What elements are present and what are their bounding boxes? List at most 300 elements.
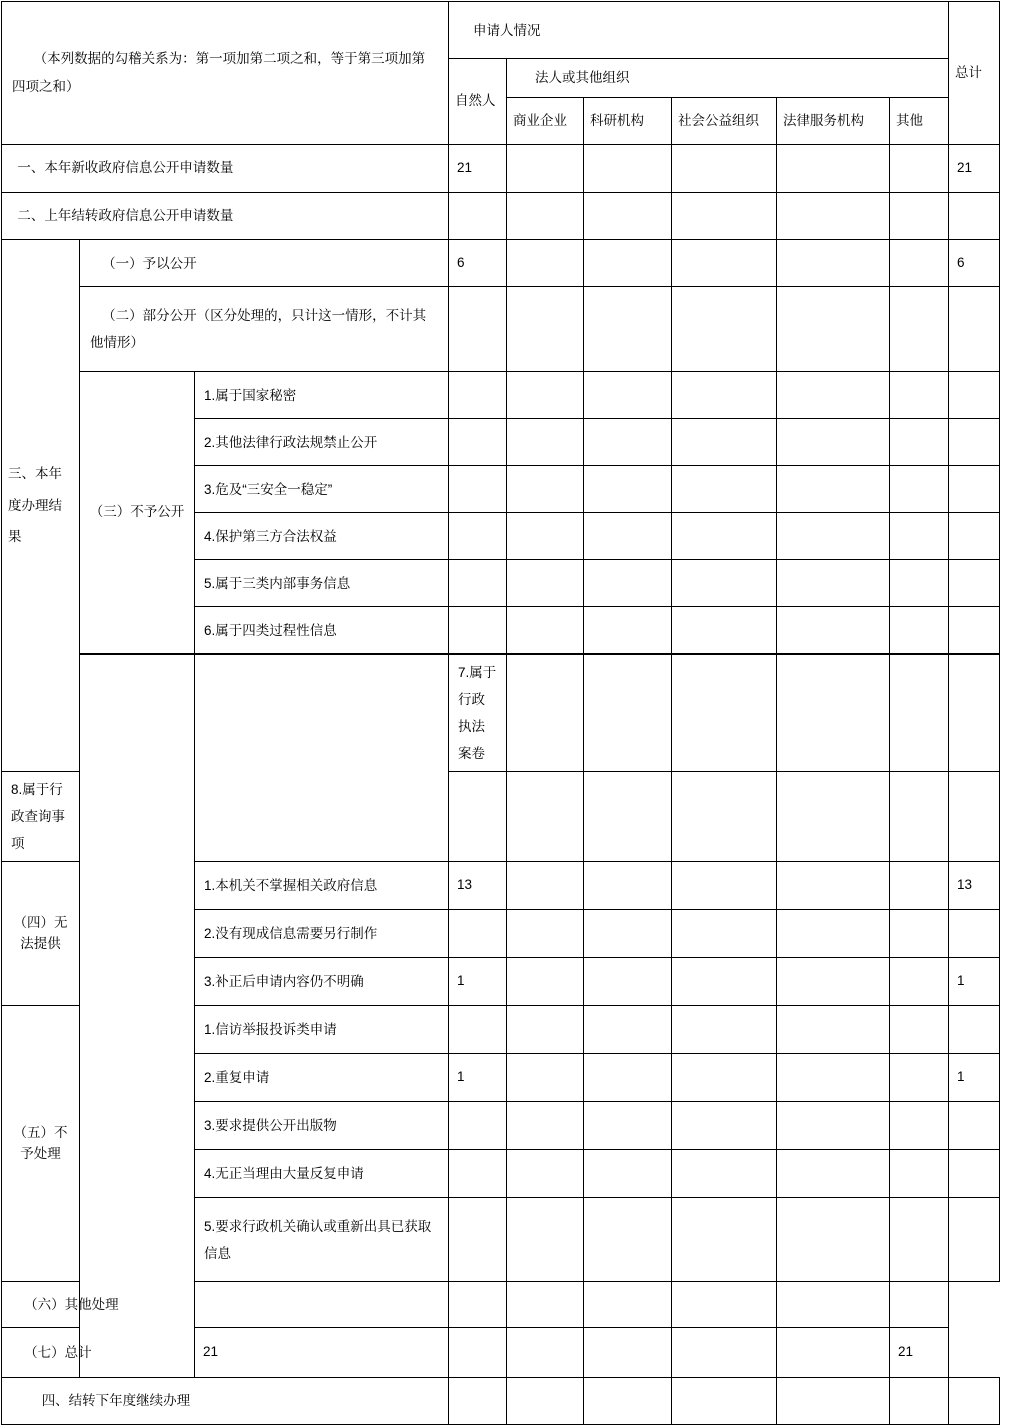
cell-g3_6-legal-svc[interactable]: [777, 607, 890, 655]
cell-g5_4-other[interactable]: [890, 1150, 949, 1198]
statistics-sheet: [0, 1, 998, 1408]
cell-g5_2-biz[interactable]: [507, 1054, 584, 1102]
cell-g5_4-total[interactable]: [949, 1150, 1000, 1198]
cell-g3_3-other[interactable]: [890, 466, 949, 513]
value: 21: [457, 160, 473, 176]
cell-g5_1-legal-svc[interactable]: [777, 1006, 890, 1054]
value: [949, 579, 999, 587]
cell-g4_2-legal-svc[interactable]: [777, 910, 890, 958]
cell-s4-research[interactable]: [584, 1378, 672, 1425]
value: [949, 212, 999, 220]
cell-s2-public-welfare[interactable]: [672, 193, 777, 240]
value: [890, 259, 948, 267]
cell-g4_1-public-welfare[interactable]: [672, 862, 777, 910]
group-1-label-cell: [80, 240, 449, 287]
cell-g3_7-research[interactable]: [672, 654, 777, 772]
cell-g4_1-legal-svc[interactable]: [777, 862, 890, 910]
item-g5-5-label-cell: [195, 1198, 449, 1282]
cell-g5_2-legal-svc[interactable]: [777, 1054, 890, 1102]
value: [890, 813, 948, 821]
group-3-label: （三）不予公开: [89, 504, 185, 520]
column-header-other: [890, 98, 949, 145]
cell-g3_4-natural[interactable]: [449, 513, 507, 560]
item-label: 6.属于四类过程性信息: [204, 622, 337, 638]
value: [890, 930, 948, 938]
value: [584, 391, 671, 399]
total-column-header: [949, 2, 1000, 145]
cell-g3_2-other[interactable]: [890, 419, 949, 466]
item-g5-2-label-cell: [195, 1054, 449, 1102]
value: [890, 1170, 948, 1178]
cell-g3_8-other[interactable]: [890, 772, 949, 862]
row-group-7: [2, 1328, 1000, 1378]
value: [777, 532, 889, 540]
cell-g5_3-natural[interactable]: [449, 1102, 507, 1150]
cell-g5_2-public-welfare[interactable]: [672, 1054, 777, 1102]
group-2-label-cell: [80, 287, 449, 372]
cell-g3_3-natural[interactable]: [449, 466, 507, 513]
cell-g5_1-natural[interactable]: [449, 1006, 507, 1054]
value: [584, 930, 671, 938]
value: [507, 1074, 583, 1082]
cell-g3_1-other[interactable]: [890, 372, 949, 419]
value: [777, 978, 889, 986]
value: [777, 1170, 889, 1178]
cell-g5_5-legal-svc[interactable]: [777, 1198, 890, 1282]
cell-g5_2-research[interactable]: [584, 1054, 672, 1102]
cell-g7-total[interactable]: [890, 1328, 949, 1378]
cell-g6-public-welfare[interactable]: [584, 1282, 672, 1328]
cell-g4_2-public-welfare[interactable]: [672, 910, 777, 958]
cell-g3_5-research[interactable]: [584, 560, 672, 607]
value: [507, 259, 583, 267]
cell-g4_2-biz[interactable]: [507, 910, 584, 958]
cell-g1-public-welfare[interactable]: [672, 240, 777, 287]
item-g3-6-label-cell: [195, 607, 449, 655]
row-section-4: [2, 1378, 1000, 1425]
cell-g5_1-public-welfare[interactable]: [672, 1006, 777, 1054]
item-label: 5.要求行政机关确认或重新出具已获取信息: [204, 1218, 432, 1261]
value: 1: [457, 1069, 465, 1085]
cell-g3_7-legal-svc[interactable]: [890, 654, 949, 772]
cell-g5_4-research[interactable]: [584, 1150, 672, 1198]
value: [777, 438, 889, 446]
prefatory-note-text: （本列数据的勾稽关系为：第一项加第二项之和，等于第三项加第四项之和）: [12, 51, 426, 94]
cell-g4_2-total[interactable]: [949, 910, 1000, 958]
value: [449, 1349, 506, 1357]
cell-g3_4-public-welfare[interactable]: [672, 513, 777, 560]
value: [890, 325, 948, 333]
cell-g5_5-natural[interactable]: [449, 1198, 507, 1282]
value: [584, 1236, 671, 1244]
cell-g7-natural[interactable]: [195, 1328, 449, 1378]
cell-s2-other[interactable]: [890, 193, 949, 240]
value: [672, 485, 776, 493]
value: [890, 1122, 948, 1130]
value: [777, 212, 889, 220]
cell-g4_2-research[interactable]: [584, 910, 672, 958]
cell-g2-total[interactable]: [949, 287, 1000, 372]
cell-s1-total[interactable]: [949, 145, 1000, 193]
value: [949, 438, 999, 446]
cell-g4_2-natural[interactable]: [449, 910, 507, 958]
cell-g7-public-welfare[interactable]: [584, 1328, 672, 1378]
value: [507, 626, 583, 634]
value: [890, 1236, 948, 1244]
cell-g7-other[interactable]: [777, 1328, 890, 1378]
cell-g3_6-natural[interactable]: [449, 607, 507, 655]
cell-g4_1-total[interactable]: [949, 862, 1000, 910]
cell-s1-legal-svc[interactable]: [777, 145, 890, 193]
cell-g5_5-public-welfare[interactable]: [672, 1198, 777, 1282]
cell-g5_5-other[interactable]: [890, 1198, 949, 1282]
cell-g5_4-biz[interactable]: [507, 1150, 584, 1198]
cell-g3_7-biz[interactable]: [584, 654, 672, 772]
cell-g3_4-biz[interactable]: [507, 513, 584, 560]
value: [890, 1301, 948, 1309]
value: [777, 1026, 889, 1034]
value: [584, 1074, 671, 1082]
value: [507, 165, 583, 173]
cell-g5_3-research[interactable]: [584, 1102, 672, 1150]
cell-g5_1-total[interactable]: [949, 1006, 1000, 1054]
group-7-label-cell: [2, 1328, 195, 1378]
value: [449, 391, 506, 399]
cell-g3_4-legal-svc[interactable]: [777, 513, 890, 560]
value: [672, 813, 776, 821]
cell-g2-biz[interactable]: [507, 287, 584, 372]
cell-g4_1-research[interactable]: [584, 862, 672, 910]
value: [584, 259, 671, 267]
cell-g5_3-total[interactable]: [949, 1102, 1000, 1150]
group-6-label-cell: [2, 1282, 195, 1328]
value: [777, 709, 889, 717]
cell-g3_5-natural[interactable]: [449, 560, 507, 607]
cell-g5_2-total[interactable]: [949, 1054, 1000, 1102]
cell-g5_4-legal-svc[interactable]: [777, 1150, 890, 1198]
value: [777, 165, 889, 173]
item-label: 4.保护第三方合法权益: [204, 528, 337, 544]
cell-g3_4-other[interactable]: [890, 513, 949, 560]
group-1-label: （一）予以公开: [102, 255, 197, 271]
item-label: 2.其他法律行政法规禁止公开: [204, 434, 378, 450]
value: [584, 1026, 671, 1034]
cell-g5_1-biz[interactable]: [507, 1006, 584, 1054]
value: [584, 626, 671, 634]
cell-g3_7-natural[interactable]: [507, 654, 584, 772]
cell-g5_1-other[interactable]: [890, 1006, 949, 1054]
cell-s1-public-welfare[interactable]: [672, 145, 777, 193]
value: [507, 1026, 583, 1034]
cell-g3_8-natural[interactable]: [449, 772, 507, 862]
value: [890, 709, 948, 717]
column-header-public-welfare-org: [672, 98, 777, 145]
cell-g3_3-total[interactable]: [949, 466, 1000, 513]
cell-g3_8-biz[interactable]: [507, 772, 584, 862]
value: [507, 485, 583, 493]
item-g3-2-label-cell: [195, 419, 449, 466]
value: [672, 259, 776, 267]
cell-g4_3-natural[interactable]: [449, 958, 507, 1006]
cell-g6-other[interactable]: [777, 1282, 890, 1328]
cell-g3_5-public-welfare[interactable]: [672, 560, 777, 607]
column-header-commercial-enterprise: [507, 98, 584, 145]
cell-g4_3-total[interactable]: [949, 958, 1000, 1006]
cell-g2-other[interactable]: [890, 287, 949, 372]
value: [449, 1397, 506, 1405]
cell-g1-biz[interactable]: [507, 240, 584, 287]
value: [672, 1236, 776, 1244]
cell-g3_6-biz[interactable]: [507, 607, 584, 655]
cell-g4_2-other[interactable]: [890, 910, 949, 958]
cell-s2-research[interactable]: [584, 193, 672, 240]
cell-g5_4-natural[interactable]: [449, 1150, 507, 1198]
item-label: 4.无正当理由大量反复申请: [204, 1166, 364, 1181]
cell-g1-natural[interactable]: [449, 240, 507, 287]
value: [949, 532, 999, 540]
group-5-label: （五）不予处理: [13, 1125, 68, 1161]
cell-g6-legal-svc[interactable]: [672, 1282, 777, 1328]
cell-g3_6-research[interactable]: [584, 607, 672, 655]
item-label: 3.要求提供公开出版物: [204, 1118, 337, 1133]
value: [949, 391, 999, 399]
section-2-label: 二、上年结转政府信息公开申请数量: [17, 207, 234, 223]
value: [449, 1170, 506, 1178]
cell-g3_5-legal-svc[interactable]: [777, 560, 890, 607]
value: [890, 1026, 948, 1034]
cell-g4_3-other[interactable]: [890, 958, 949, 1006]
value: 13: [957, 877, 973, 893]
cell-s4-total[interactable]: [949, 1378, 1000, 1425]
cell-g2-research[interactable]: [584, 287, 672, 372]
cell-g5_4-public-welfare[interactable]: [672, 1150, 777, 1198]
cell-g3_2-legal-svc[interactable]: [777, 419, 890, 466]
cell-g7-biz[interactable]: [449, 1328, 507, 1378]
cell-g3_8-research[interactable]: [584, 772, 672, 862]
cell-g1-total[interactable]: [949, 240, 1000, 287]
cell-g3_1-public-welfare[interactable]: [672, 372, 777, 419]
value: [449, 813, 506, 821]
cell-s1-other[interactable]: [890, 145, 949, 193]
cell-g3_3-research[interactable]: [584, 466, 672, 513]
cell-g3_8-public-welfare[interactable]: [672, 772, 777, 862]
cell-g3_2-public-welfare[interactable]: [672, 419, 777, 466]
value: [507, 1397, 583, 1405]
cell-g5_3-legal-svc[interactable]: [777, 1102, 890, 1150]
value: [672, 391, 776, 399]
cell-g4_3-research[interactable]: [584, 958, 672, 1006]
value: [890, 485, 948, 493]
item-label: 3.补正后申请内容仍不明确: [204, 974, 364, 989]
cell-g3_1-total[interactable]: [949, 372, 1000, 419]
cell-g5_2-natural[interactable]: [449, 1054, 507, 1102]
cell-g5_1-research[interactable]: [584, 1006, 672, 1054]
government-information-disclosure-table: [1, 1, 1000, 1425]
cell-g5_5-biz[interactable]: [507, 1198, 584, 1282]
value: [890, 978, 948, 986]
cell-g7-research[interactable]: [507, 1328, 584, 1378]
item-label: 7.属于行政执法案卷: [458, 665, 497, 761]
value: [777, 579, 889, 587]
cell-s2-natural[interactable]: [449, 193, 507, 240]
item-g5-1-label-cell: [195, 1006, 449, 1054]
cell-g3_6-other[interactable]: [890, 607, 949, 655]
item-label: 1.本机关不掌握相关政府信息: [204, 878, 378, 893]
cell-s4-biz[interactable]: [507, 1378, 584, 1425]
cell-g3_1-research[interactable]: [584, 372, 672, 419]
value: [507, 1170, 583, 1178]
value: [507, 882, 583, 890]
value: [672, 1301, 776, 1309]
cell-g7-legal-svc[interactable]: [672, 1328, 777, 1378]
natural-person-column-header: [449, 59, 507, 145]
value: 1: [457, 973, 465, 989]
value: [449, 1026, 506, 1034]
value: 13: [457, 877, 473, 893]
value: [672, 1122, 776, 1130]
cell-g3_7-other[interactable]: [949, 654, 1000, 772]
cell-g3_3-public-welfare[interactable]: [672, 466, 777, 513]
value: [507, 391, 583, 399]
value: [949, 485, 999, 493]
cell-g3_6-total[interactable]: [949, 607, 1000, 655]
cell-g3_3-legal-svc[interactable]: [777, 466, 890, 513]
cell-g4_1-biz[interactable]: [507, 862, 584, 910]
value: [584, 438, 671, 446]
header-row-1: [2, 2, 1000, 59]
value: [449, 626, 506, 634]
cell-g3_6-public-welfare[interactable]: [672, 607, 777, 655]
section-3-label-cell: [2, 240, 80, 772]
cell-s1-research[interactable]: [584, 145, 672, 193]
cell-g5_3-public-welfare[interactable]: [672, 1102, 777, 1150]
cell-g6-total[interactable]: [890, 1282, 949, 1328]
cell-g1-research[interactable]: [584, 240, 672, 287]
value: [949, 813, 999, 821]
cell-g3_2-research[interactable]: [584, 419, 672, 466]
row-group-1: [2, 240, 1000, 287]
cell-g5_2-other[interactable]: [890, 1054, 949, 1102]
cell-g3_1-legal-svc[interactable]: [777, 372, 890, 419]
value: [777, 1301, 889, 1309]
value: [777, 391, 889, 399]
cell-s4-legal-svc[interactable]: [777, 1378, 890, 1425]
cell-g2-natural[interactable]: [449, 287, 507, 372]
section-3-label: 三、本年度办理结果: [8, 465, 62, 545]
cell-g5_5-research[interactable]: [584, 1198, 672, 1282]
cell-g3_8-legal-svc[interactable]: [777, 772, 890, 862]
cell-g6-natural[interactable]: [195, 1282, 449, 1328]
cell-g3_1-natural[interactable]: [449, 372, 507, 419]
value: [449, 1236, 506, 1244]
cell-g3_2-biz[interactable]: [507, 419, 584, 466]
value: [672, 532, 776, 540]
value: [949, 709, 999, 717]
cell-s2-biz[interactable]: [507, 193, 584, 240]
value: [777, 1397, 889, 1405]
value: 21: [203, 1344, 219, 1360]
value: [507, 532, 583, 540]
column-header-label: 商业企业: [513, 112, 568, 128]
value: [777, 325, 889, 333]
cell-g5_3-biz[interactable]: [507, 1102, 584, 1150]
cell-s4-other[interactable]: [890, 1378, 949, 1425]
item-label: 2.重复申请: [204, 1070, 270, 1085]
value: [449, 212, 506, 220]
cell-g1-other[interactable]: [890, 240, 949, 287]
cell-g4_1-other[interactable]: [890, 862, 949, 910]
value: [449, 579, 506, 587]
value: [449, 325, 506, 333]
cell-g3_5-biz[interactable]: [507, 560, 584, 607]
item-g3-8-label-cell: [2, 772, 80, 862]
cell-g3_2-natural[interactable]: [449, 419, 507, 466]
cell-g3_4-total[interactable]: [949, 513, 1000, 560]
value: [949, 325, 999, 333]
cell-g4_3-legal-svc[interactable]: [777, 958, 890, 1006]
cell-g4_3-biz[interactable]: [507, 958, 584, 1006]
value: [584, 1122, 671, 1130]
value: 21: [898, 1344, 914, 1360]
column-header-legal-service-org: [777, 98, 890, 145]
natural-person-label: 自然人: [455, 93, 496, 109]
section-3-label-cell-continued: [80, 654, 195, 1378]
group-2-label: （二）部分公开（区分处理的，只计这一情形，不计其他情形）: [90, 308, 427, 350]
value: [672, 1397, 776, 1405]
cell-g4_1-natural[interactable]: [449, 862, 507, 910]
cell-s4-natural[interactable]: [449, 1378, 507, 1425]
value: [672, 882, 776, 890]
cell-g3_2-total[interactable]: [949, 419, 1000, 466]
value: [949, 1170, 999, 1178]
cell-g6-biz[interactable]: [449, 1282, 507, 1328]
item-label: 1.属于国家秘密: [204, 387, 297, 403]
cell-g1-legal-svc[interactable]: [777, 240, 890, 287]
value: [449, 930, 506, 938]
cell-g4_3-public-welfare[interactable]: [672, 958, 777, 1006]
cell-s1-natural[interactable]: [449, 145, 507, 193]
cell-s2-legal-svc[interactable]: [777, 193, 890, 240]
value: [449, 1122, 506, 1130]
cell-g3_3-biz[interactable]: [507, 466, 584, 513]
prefatory-note-cell: [2, 2, 449, 145]
cell-g6-research[interactable]: [507, 1282, 584, 1328]
cell-s4-public-welfare[interactable]: [672, 1378, 777, 1425]
value: 1: [957, 973, 965, 989]
value: [890, 1074, 948, 1082]
cell-g2-legal-svc[interactable]: [777, 287, 890, 372]
row-group-6: [2, 1282, 1000, 1328]
value: [195, 1301, 448, 1309]
cell-g3_5-other[interactable]: [890, 560, 949, 607]
cell-g3_4-research[interactable]: [584, 513, 672, 560]
value: [890, 579, 948, 587]
cell-g5_3-other[interactable]: [890, 1102, 949, 1150]
cell-g3_1-biz[interactable]: [507, 372, 584, 419]
value: [672, 1170, 776, 1178]
cell-g3_7-public-welfare[interactable]: [777, 654, 890, 772]
cell-g3_5-total[interactable]: [949, 560, 1000, 607]
group-3-label-cell: [80, 372, 195, 655]
cell-s1-biz[interactable]: [507, 145, 584, 193]
value: [507, 930, 583, 938]
cell-g5_5-total[interactable]: [949, 1198, 1000, 1282]
cell-g2-public-welfare[interactable]: [672, 287, 777, 372]
value: [449, 532, 506, 540]
cell-s2-total[interactable]: [949, 193, 1000, 240]
value: [584, 978, 671, 986]
cell-g3_8-total[interactable]: [949, 772, 1000, 862]
